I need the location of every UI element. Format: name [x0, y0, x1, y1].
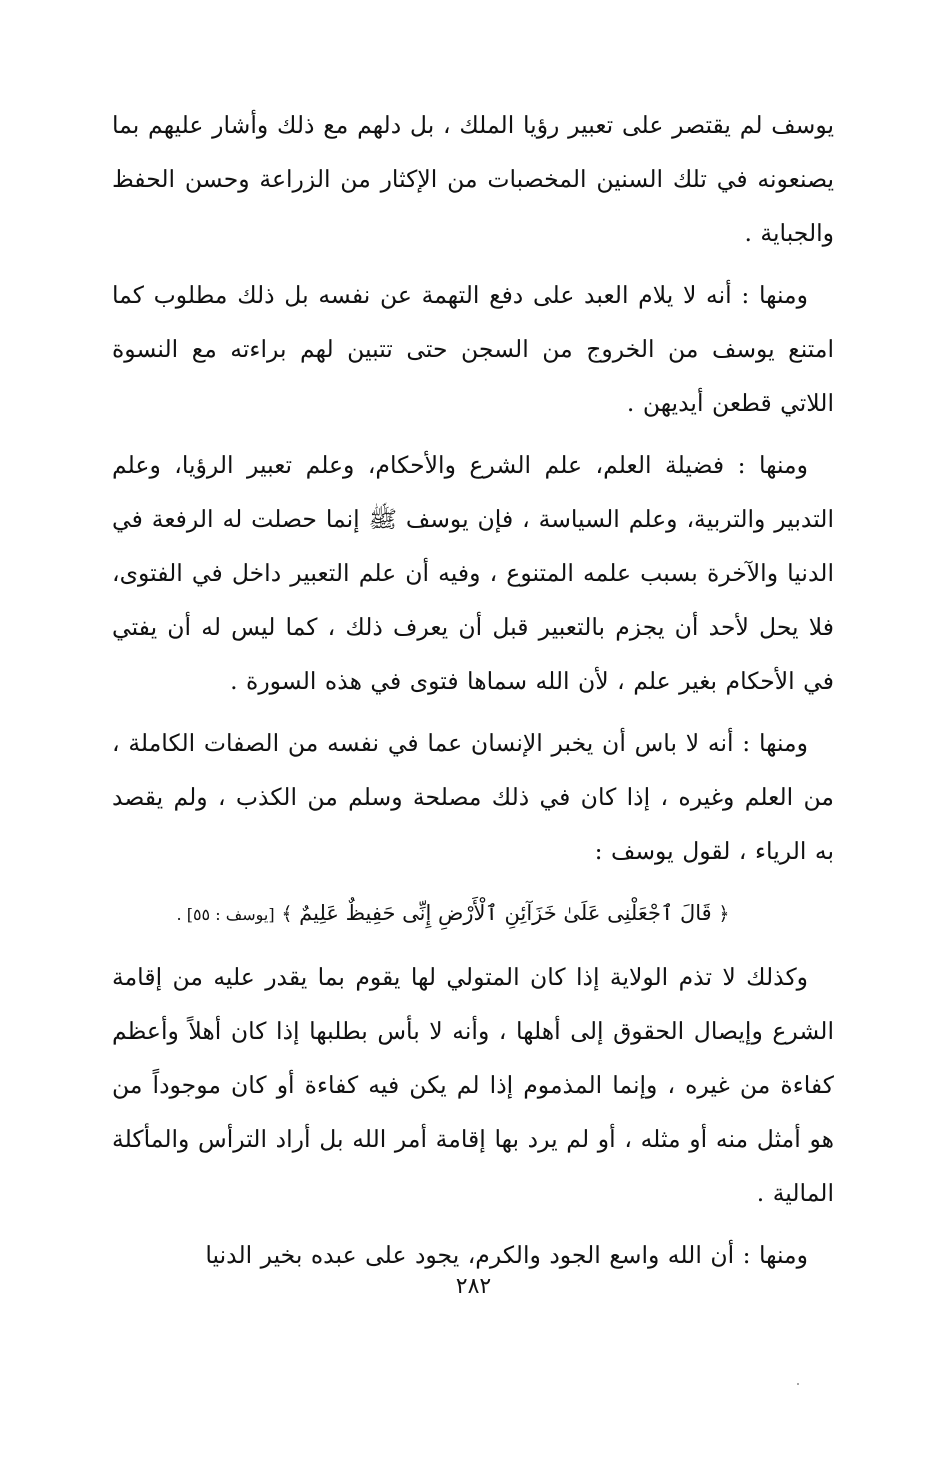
- page-number: ٢٨٢: [455, 1274, 492, 1299]
- verse-text: قَالَ ٱجْعَلْنِى عَلَىٰ خَزَآئِنِ ٱلْأَرْضِ إِنِّى حَفِيظٌ عَلِيمٌ: [299, 901, 712, 925]
- scan-speck: [797, 1383, 799, 1385]
- paragraph-3: ومنها : فضيلة العلم، علم الشرع والأحكام، وعلم تعبير الرؤيا، وعلم التدبير والتربية، وعلم السياسة ، فإن يوسف ﷺ إنما حصلت له الرفعة في الدنيا والآخرة بسبب علمه المتنوع ، وفيه أن علم التعبير داخل في الفتوى، فلا يحل لأحد أن يجزم بالتعبير قبل أن يعرف ذلك ، كما ليس له أن يفتي في الأحكام بغير علم ، لأن الله سماها فتوى في هذه السورة .: [112, 451, 834, 695]
- paragraph-5: وكذلك لا تذم الولاية إذا كان المتولي لها يقوم بما يقدر عليه من إقامة الشرع وإيصال الحقوق إلى أهلها ، وأنه لا بأس بطلبها إذا كان أهلاً وأعظم كفاءة من غيره ، وإنما المذموم إذا لم يكن فيه كفاءة أو كان موجوداً من هو أمثل منه أو مثله ، أو لم يرد بها إقامة أمر الله بل أراد الترأس والمأكلة المالية .: [112, 963, 834, 1207]
- quran-verse: [112, 886, 834, 942]
- paragraph-2: ومنها : أنه لا يلام العبد على دفع التهمة عن نفسه بل ذلك مطلوب كما امتنع يوسف من الخروج من السجن حتى تتبين لهم براءته مع النسوة اللاتي قطعن أيديهن .: [112, 281, 834, 417]
- paragraph-6: ومنها : أن الله واسع الجود والكرم، يجود على عبده بخير الدنيا: [205, 1241, 808, 1269]
- page-body: [112, 98, 834, 1290]
- verse-reference: [يوسف : ٥٥] .: [176, 905, 275, 924]
- paragraph-4: ومنها : أنه لا باس أن يخبر الإنسان عما في نفسه من الصفات الكاملة ، من العلم وغيره ، إذا كان في ذلك مصلحة وسلم من الكذب ، ولم يقصد به الرياء ، لقول يوسف :: [112, 729, 834, 865]
- paragraph-1: يوسف لم يقتصر على تعبير رؤيا الملك ، بل دلهم مع ذلك وأشار عليهم بما يصنعونه في تلك السنين المخصبات من الإكثار من الزراعة وحسن الحفظ والجباية .: [112, 111, 834, 247]
- verse-close-bracket: ﴾: [281, 903, 293, 925]
- verse-open-bracket: ﴿: [718, 903, 730, 925]
